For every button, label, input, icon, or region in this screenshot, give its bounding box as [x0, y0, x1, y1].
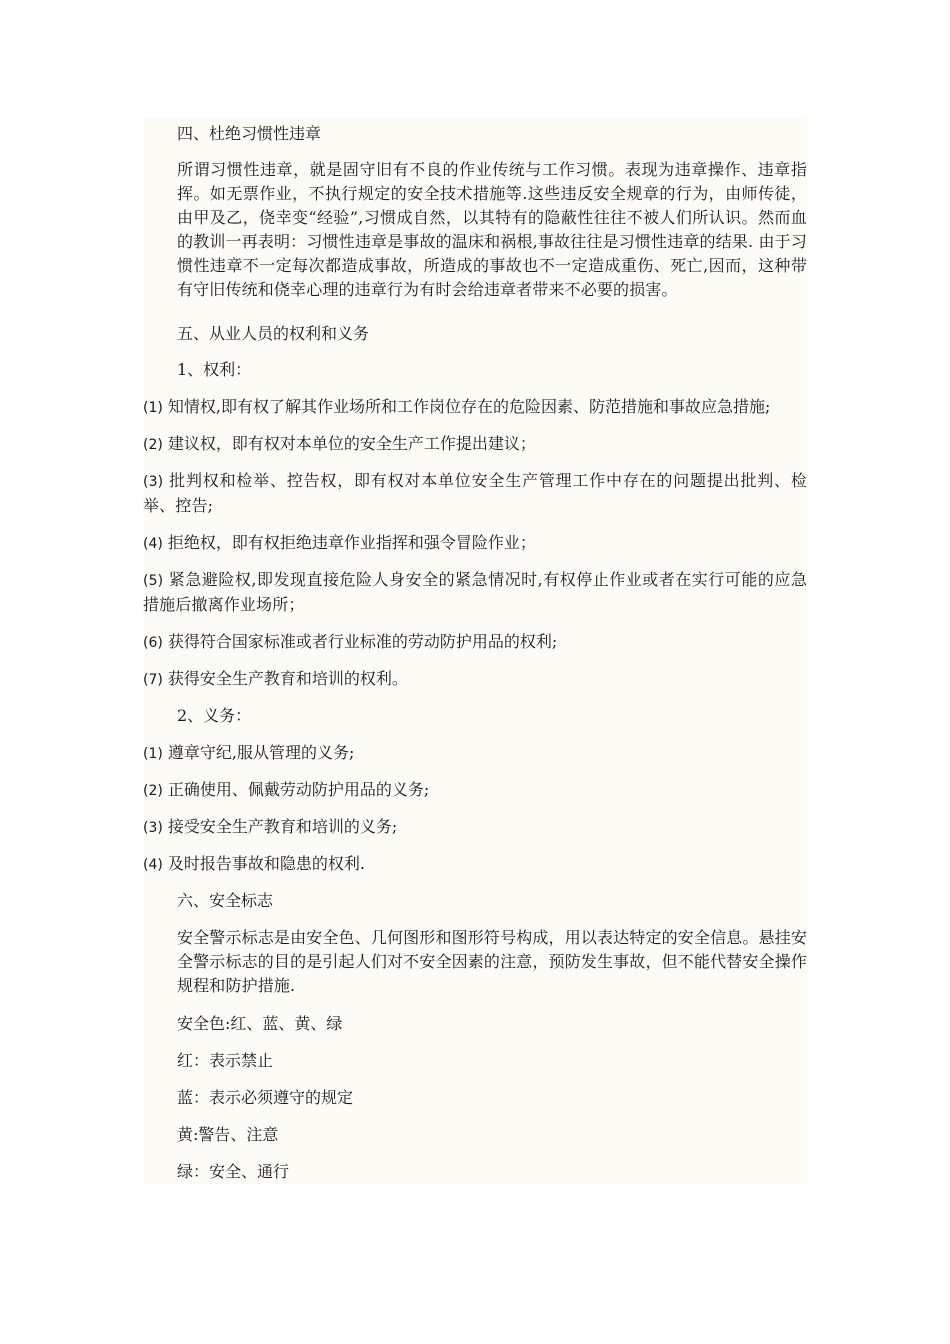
item-number: (1): [143, 400, 163, 416]
item-number: (4): [143, 857, 163, 873]
item-number: (4): [143, 536, 163, 552]
rights-item: [143, 568, 807, 617]
safety-colors-intro: 安全色:红、蓝、黄、绿: [177, 1014, 343, 1033]
item-number: (2): [143, 437, 163, 453]
duties-heading: 2、义务：: [177, 706, 252, 725]
item-text: 接受安全生产教育和培训的义务;: [162, 817, 398, 836]
item-number: (5): [143, 573, 164, 589]
rights-item: [143, 667, 807, 692]
item-number: (3): [143, 820, 163, 836]
rights-item: [143, 432, 807, 457]
rights-heading: 1、权利：: [177, 360, 252, 379]
item-number: (6): [143, 635, 163, 651]
item-number: (3): [143, 474, 164, 490]
section-6-heading: 六、安全标志: [177, 891, 274, 910]
item-text: 及时报告事故和隐患的权利.: [162, 854, 366, 873]
item-text: 紧急避险权,即发现直接危险人身安全的紧急情况时,有权停止作业或者在实行可能的应急措施后撤离作业场所；: [143, 570, 807, 614]
section-4-body: 所谓习惯性违章，就是固守旧有不良的作业传统与工作习惯。表现为违章操作、违章指挥。如无票作业，不执行规定的安全技术措施等.这些违反安全规章的行为，由师传徒，由甲及乙，侥幸变“经验”,习惯成自然，以其特有的隐蔽性往往不被人们所认识。然而血的教训一再表明：习惯性违章是事故的温床和祸根,事故往往是习惯性违章的结果. 由于习惯性违章不一定每次都造成事故，所造成的事故也不一定造成重伤、死亡,因而，这种带有守旧传统和侥幸心理的违章行为有时会给违章者带来不必要的损害。: [177, 160, 807, 299]
item-text: 建议权，即有权对本单位的安全生产工作提出建议；: [162, 434, 536, 453]
item-text: 正确使用、佩戴劳动防护用品的义务;: [162, 780, 430, 799]
duties-item: [143, 741, 807, 766]
section-5-heading: 五、从业人员的权利和义务: [177, 324, 370, 343]
section-6-body: 安全警示标志是由安全色、几何图形和图形符号构成，用以表达特定的安全信息。悬挂安全警示标志的目的是引起人们对不安全因素的注意，预防发生事故，但不能代替安全操作规程和防护措施.: [177, 928, 807, 995]
item-text: 获得安全生产教育和培训的权利。: [162, 669, 408, 688]
rights-item: [143, 469, 807, 518]
safety-color-yellow: 黄:警告、注意: [177, 1125, 279, 1144]
item-text: 获得符合国家标准或者行业标准的劳动防护用品的权利;: [162, 632, 558, 651]
item-text: 知情权,即有权了解其作业场所和工作岗位存在的危险因素、防范措施和事故应急措施;: [162, 397, 771, 416]
item-text: 拒绝权，即有权拒绝违章作业指挥和强令冒险作业；: [162, 533, 536, 552]
document-page: [143, 118, 807, 1184]
item-text: 批判权和检举、控告权，即有权对本单位安全生产管理工作中存在的问题提出批判、检举、控告;: [143, 471, 807, 515]
rights-item: [143, 630, 807, 655]
safety-color-green: 绿：安全、通行: [177, 1162, 290, 1181]
section-4-heading: 四、杜绝习惯性违章: [177, 124, 322, 143]
duties-item: [143, 852, 807, 877]
item-number: (7): [143, 672, 163, 688]
item-text: 遵章守纪,服从管理的义务;: [162, 743, 355, 762]
safety-color-red: 红：表示禁止: [177, 1051, 274, 1070]
safety-color-blue: 蓝：表示必须遵守的规定: [177, 1088, 354, 1107]
duties-item: [143, 815, 807, 840]
item-number: (1): [143, 746, 163, 762]
item-number: (2): [143, 783, 163, 799]
rights-item: [143, 395, 807, 420]
duties-item: [143, 778, 807, 803]
rights-item: [143, 531, 807, 556]
